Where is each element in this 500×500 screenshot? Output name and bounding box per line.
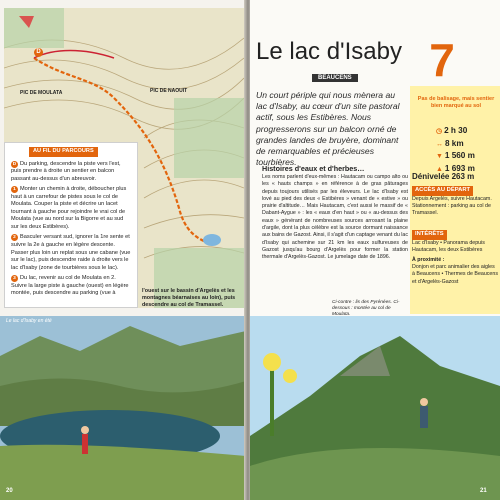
route-box-title: AU FIL DU PARCOURS bbox=[29, 147, 98, 157]
route-number: 7 bbox=[429, 34, 455, 86]
interest-label: INTÉRÊTS bbox=[412, 230, 447, 240]
parking-icon: D bbox=[34, 48, 43, 57]
step-text: Monter un chemin à droite, déboucher plus haut à un carrefour de pistes sous le col de Moulata. Couper la piste et décrire un lacet tournant à gauche pour rejoindre le vrai col de Moulata (vue au nord sur la Bigorre et au sud sur les deux Estibères). bbox=[11, 186, 127, 230]
interest-text: Lac d'Isaby • Panorama depuis Hautacam, les deux Estibères bbox=[412, 239, 485, 253]
step-marker: 2 bbox=[11, 234, 18, 241]
route-step bbox=[11, 161, 131, 184]
nearby-text: Donjon et parc animalier des aigles à Beaucens • Thermes de Beaucens et d'Argelès-Gazost bbox=[412, 264, 498, 285]
lake-photo-caption: Le lac d'Isaby en été bbox=[6, 318, 52, 324]
duration-stat: ◷ 2 h 30 bbox=[436, 126, 468, 135]
step-marker: D bbox=[12, 161, 17, 167]
step-marker: 1 bbox=[11, 186, 18, 193]
lake-photo-graphic bbox=[0, 316, 246, 500]
step-text: Basculer versant sud, ignorer la 1re sente et suivre la 2e à gauche en légère descente. Passer plus loin un replat sous une cabane (vue sur le lac), puis descendre raide à droite vers le lac d'Isaby (zone de tourbières sous le lac). bbox=[11, 234, 131, 271]
step-marker: 3 bbox=[11, 275, 18, 282]
access-block bbox=[412, 186, 498, 217]
clock-icon: ◷ bbox=[436, 128, 445, 135]
photo-caption: Ci-contre : lis des Pyrénées. Ci-dessous : montée au col de Moulata. bbox=[332, 300, 400, 318]
lake-photo bbox=[0, 316, 246, 500]
access-text: Depuis Argelès, suivre Hautacam. Stationnement : parking au col de Tramassel. bbox=[412, 195, 492, 217]
step-text: Du lac, revenir au col de Moulata en 2. Suivre la large piste à gauche (ouest) en légère montée, puis descendre au parking (vue à bbox=[11, 275, 129, 297]
left-page bbox=[0, 0, 246, 500]
route-continuation: l'ouest sur le bassin d'Argelès et les montagnes béarnaises au loin), puis descendre au col de Tramassel. bbox=[142, 288, 236, 309]
route-stats bbox=[436, 125, 498, 175]
intro-text: Un court périple qui nous mènera au lac d'Isaby, au cœur d'un site pastoral actif, sous les Estibères. Nous progresserons sur un balcon orné de grandes landes de bruyère, dominant de remarquables et précieuses tourbières. bbox=[256, 90, 400, 168]
commune-label: BEAUCENS bbox=[312, 74, 358, 82]
max-altitude-stat: ▼ 1 560 m bbox=[436, 151, 475, 160]
distance-stat: ↔ 8 km bbox=[436, 138, 464, 148]
nearby-label: À proximité : bbox=[412, 257, 445, 264]
elevation-gain: Dénivelée 263 m bbox=[412, 172, 475, 181]
marking-note: Pas de balisage, mais sentier bien marqué au sol bbox=[417, 96, 495, 110]
distance-icon: ↔ bbox=[436, 140, 445, 148]
arrow-down-icon: ▼ bbox=[436, 153, 445, 160]
step-text: Du parking, descendre la piste vers l'est, puis prendre à droite un sentier en balcon passant au-dessus d'un abreuvoir. bbox=[11, 160, 121, 182]
route-step bbox=[11, 275, 131, 298]
page-title: Le lac d'Isaby bbox=[256, 38, 403, 65]
interest-block bbox=[412, 230, 498, 286]
map-label-naouit: PIC DE NAOUIT bbox=[150, 88, 188, 94]
section-title: Histoires d'eaux et d'herbes… bbox=[262, 164, 365, 173]
access-label: ACCÈS AU DÉPART bbox=[412, 186, 473, 196]
mountain-photo-graphic bbox=[250, 316, 500, 500]
route-step bbox=[11, 186, 131, 231]
page-number-right: 21 bbox=[480, 488, 487, 494]
map-label-moulata: PIC DE MOULATA bbox=[20, 90, 63, 96]
arrow-up-icon: ▲ bbox=[436, 165, 445, 173]
route-box bbox=[4, 142, 138, 308]
mountain-photo bbox=[250, 316, 500, 500]
right-page bbox=[250, 0, 500, 500]
min-altitude-stat: ▲ 1 693 m bbox=[436, 163, 475, 173]
page-number-left: 20 bbox=[6, 488, 13, 494]
body-text: Les noms parlent d'eux-mêmes : Hautacam ou campo alto ou les « hauts champs » en référence à de gras pâturages depuis toujours utilisés par les éleveurs. Le lac d'Isaby est lové au pied des deux « Estibères » venant de « estive » ou prairie d'altitude… Mais Hautacam, c'est aussi le massif de « Dabant-Aygue » : les « eaux d'en haut » ou « au-dessus des eaux » générant de nombreuses sources arrosant la plaine d'argile, dont la plus célèbre est la source dormant naissance aux bains de Gazost. Ainsi, il s'agit d'un captage venant du lac d'Isaby qui achemine sur 21 km les eaux sulfureuses de Gazost jusqu'au bourg d'Argelès pour former la station thermale d'Argelès-Gazost. Le jumelage date de 1896. bbox=[262, 174, 409, 261]
route-step bbox=[11, 234, 131, 272]
